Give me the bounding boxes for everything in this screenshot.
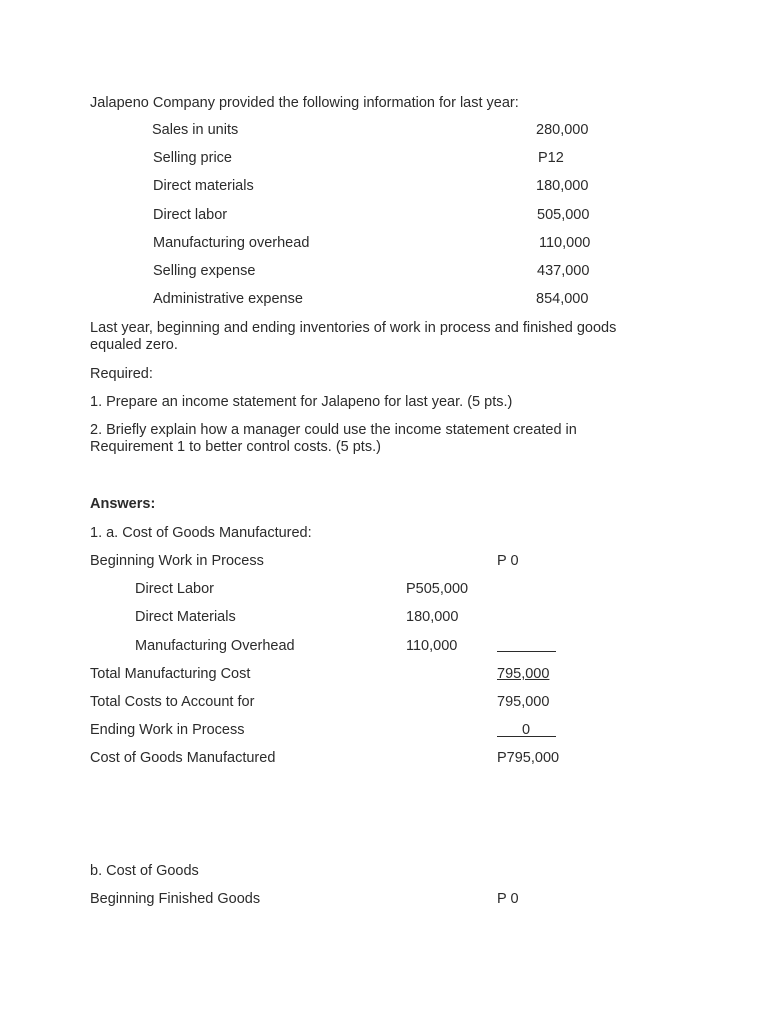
- given-label: Manufacturing overhead: [153, 235, 310, 251]
- given-value: 505,000: [537, 207, 590, 223]
- ending-wip-value: 0: [522, 722, 531, 738]
- given-value: 280,000: [536, 122, 589, 138]
- given-label: Selling expense: [153, 263, 256, 279]
- given-value: P12: [538, 150, 564, 166]
- cogs-heading: b. Cost of Goods: [90, 863, 199, 879]
- inventory-note: Last year, beginning and ending inventories of work in process and finished goods equaled zero.: [90, 320, 617, 353]
- ending-wip-label: Ending Work in Process: [90, 722, 245, 738]
- answers-heading: Answers:: [90, 496, 156, 512]
- requirement-item: 2. Briefly explain how a manager could use the income statement created in Requirement 1 to better control costs. (5 pts.): [90, 422, 577, 455]
- beginning-fg-label: Beginning Finished Goods: [90, 891, 261, 907]
- given-label: Administrative expense: [153, 291, 303, 307]
- given-value: 180,000: [536, 178, 589, 194]
- ending-wip-rule: [497, 736, 556, 737]
- required-label: Required:: [90, 366, 153, 382]
- given-label: Direct materials: [153, 178, 254, 194]
- cogm-total-label: Cost of Goods Manufactured: [90, 750, 276, 766]
- cogm-heading: 1. a. Cost of Goods Manufactured:: [90, 525, 312, 541]
- requirement-item: 1. Prepare an income statement for Jalapeno for last year. (5 pts.): [90, 394, 513, 410]
- component-value: 110,000: [406, 638, 458, 654]
- given-value: 437,000: [537, 263, 590, 279]
- component-value: 180,000: [406, 609, 459, 625]
- component-value: P505,000: [406, 581, 469, 597]
- total-costs-label: Total Costs to Account for: [90, 694, 255, 710]
- cogm-total-value: P795,000: [497, 750, 560, 766]
- given-label: Direct labor: [153, 207, 228, 223]
- given-value: 854,000: [536, 291, 589, 307]
- intro-text: Jalapeno Company provided the following information for last year:: [90, 95, 519, 111]
- given-label: Selling price: [153, 150, 232, 166]
- component-label: Direct Labor: [135, 581, 214, 597]
- component-label: Manufacturing Overhead: [135, 638, 295, 654]
- given-value: 110,000: [539, 235, 591, 251]
- beginning-wip-value: P 0: [497, 553, 519, 569]
- total-costs-value: 795,000: [497, 694, 550, 710]
- given-label: Sales in units: [152, 122, 239, 138]
- beginning-wip-label: Beginning Work in Process: [90, 553, 264, 569]
- subtotal-rule: [497, 651, 556, 652]
- total-manufacturing-cost-value: 795,000: [497, 666, 550, 682]
- component-label: Direct Materials: [135, 609, 236, 625]
- beginning-fg-value: P 0: [497, 891, 519, 907]
- total-manufacturing-cost-label: Total Manufacturing Cost: [90, 666, 251, 682]
